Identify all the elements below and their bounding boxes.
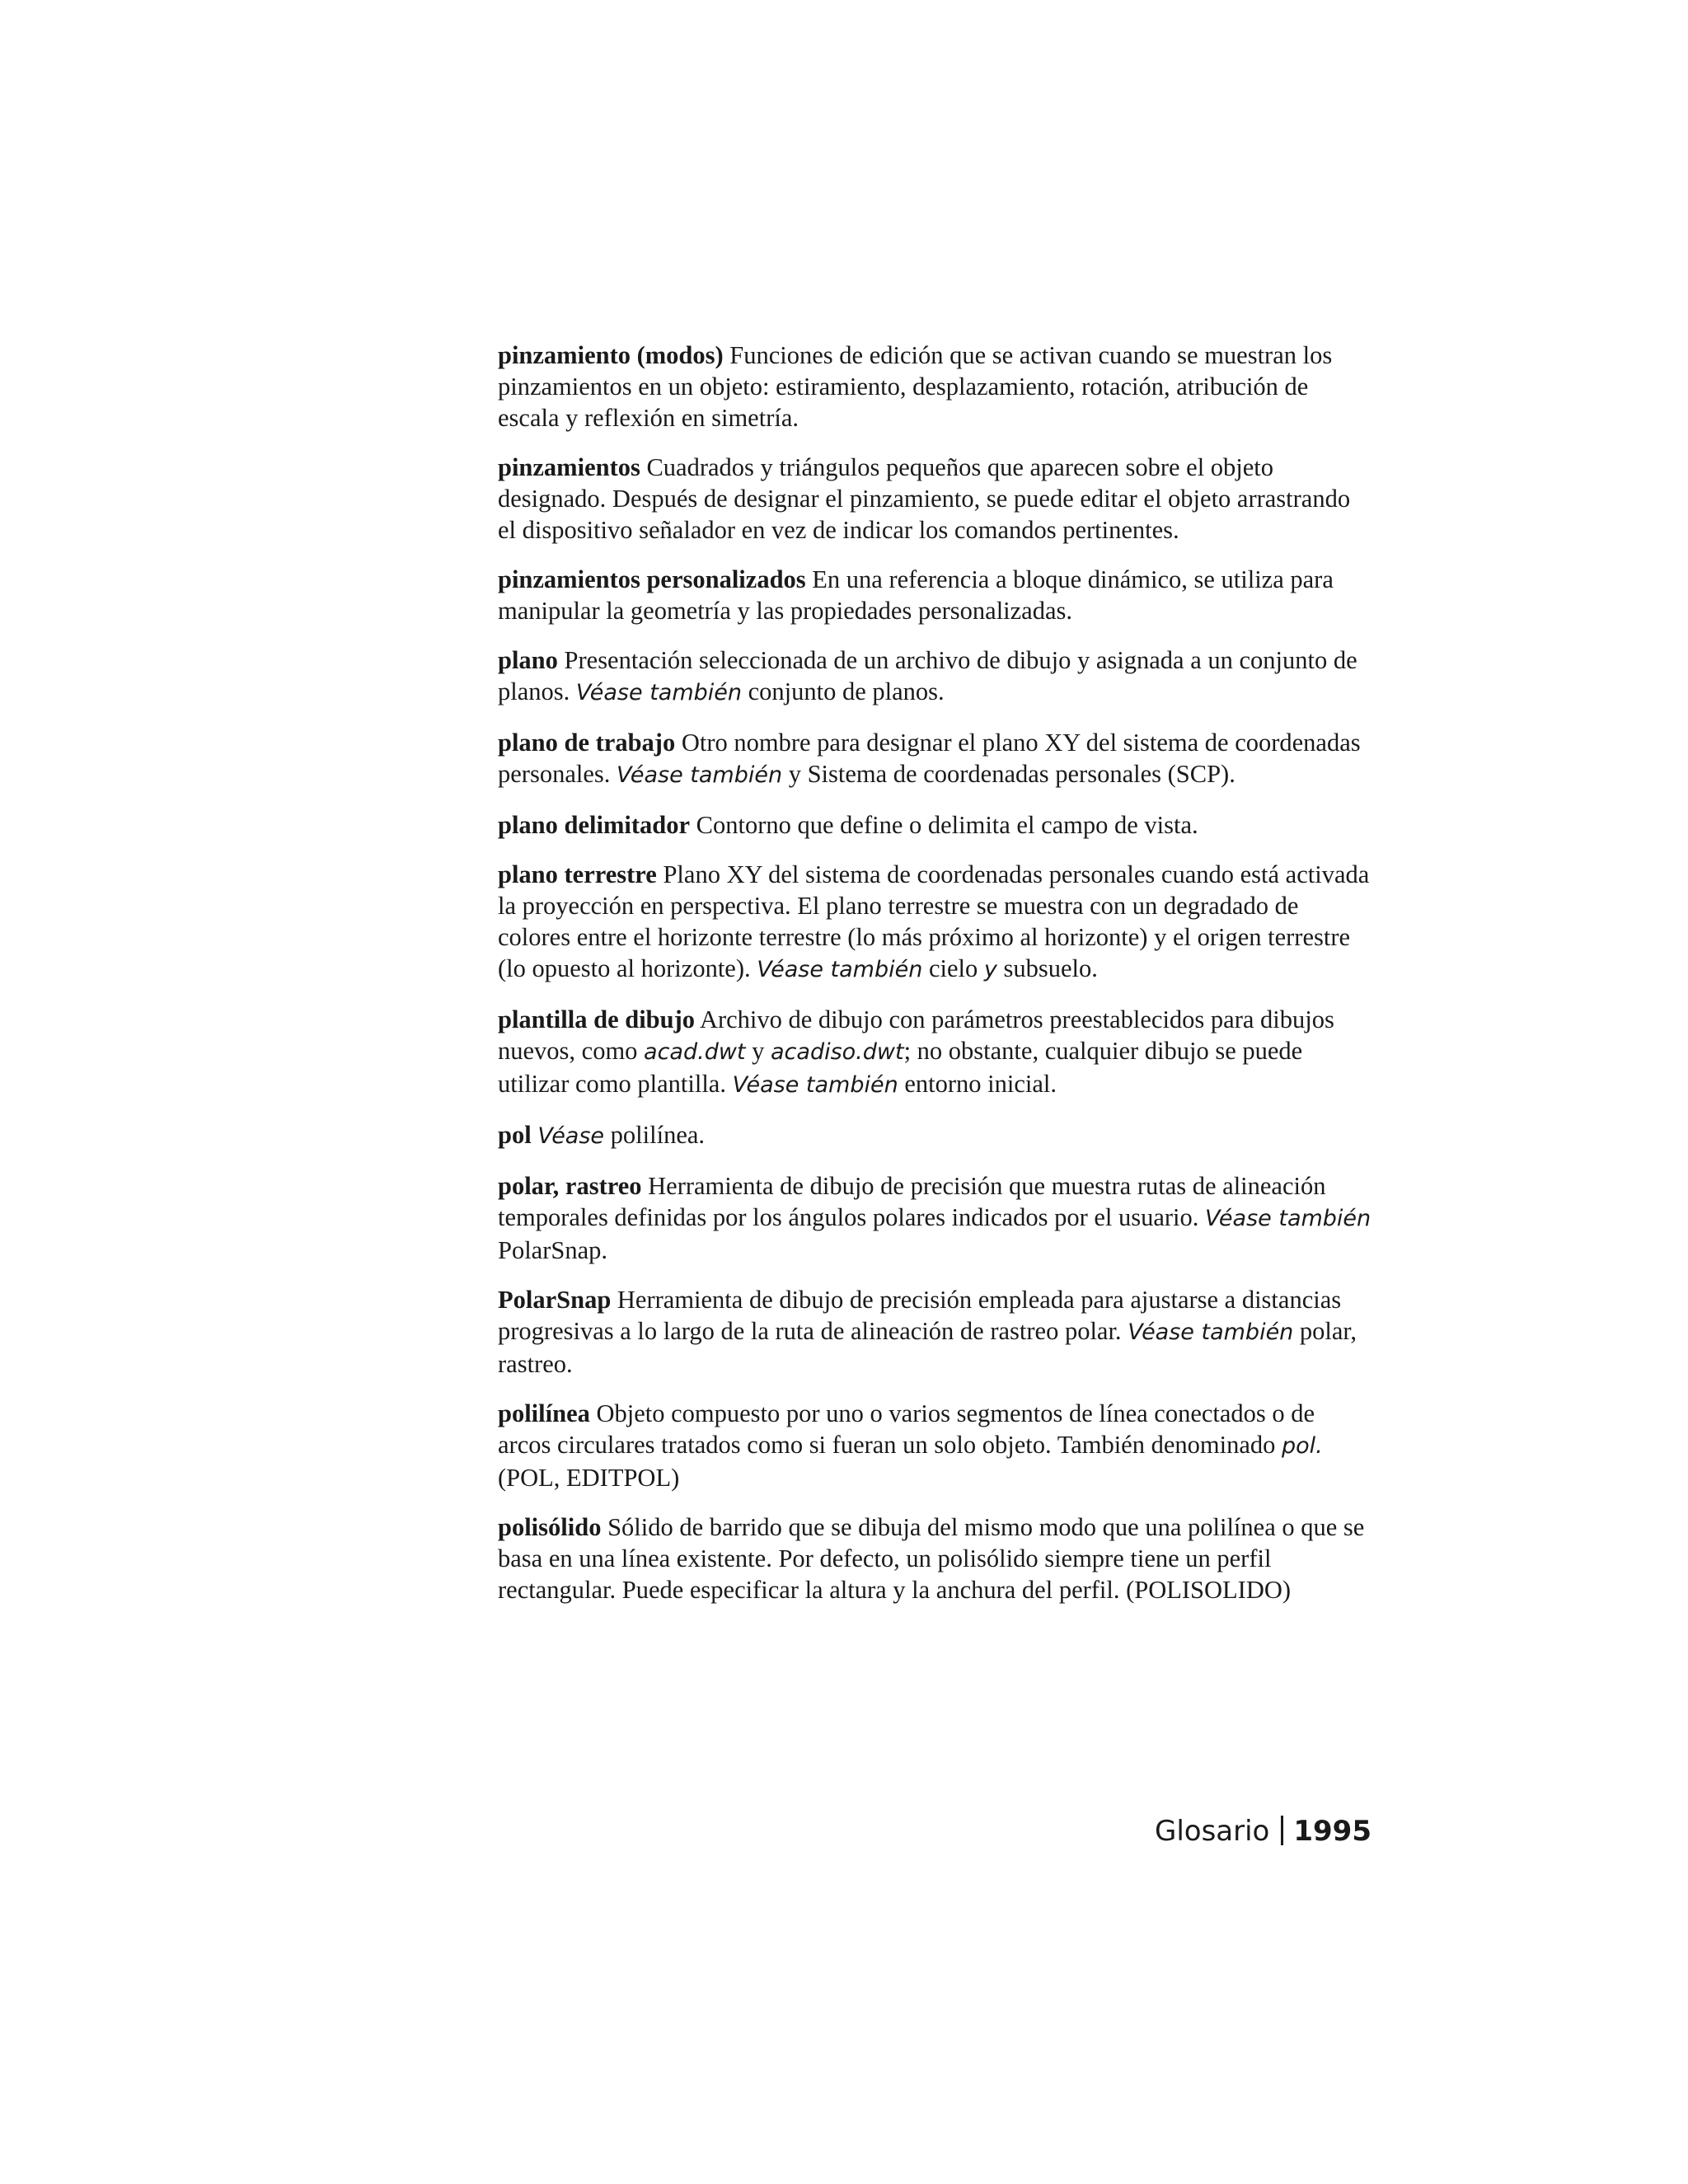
definition-text: Funciones de edición que se activan cuando se muestran los pinzamientos en un objeto: estiramiento, desplazamiento, rotación, atribución de escala y reflexión en simetría. (498, 341, 1333, 432)
definition-text: polar, rastreo. (498, 1317, 1357, 1378)
definition-text: En una referencia a bloque dinámico, se utiliza para manipular la geometría y las propiedades personalizadas. (498, 565, 1334, 625)
glossary-entry (498, 340, 1372, 434)
definition-text: Sólido de barrido que se dibuja del mismo modo que una polilínea o que se basa en una línea existente. Por defecto, un polisólido siempre tiene un perfil rectangular. Puede especificar la altura y la anchura del perfil. (POLISOLIDO) (498, 1513, 1365, 1604)
glossary-entry (498, 809, 1372, 841)
definition-text: Objeto compuesto por uno o varios segmentos de línea conectados o de arcos circulares tratados como si fueran un solo objeto. También denominado (498, 1399, 1315, 1459)
page-footer (1155, 1815, 1372, 1848)
glossary-entry (498, 1004, 1372, 1101)
glossary-term: polilínea (498, 1399, 590, 1427)
glossary-term: plantilla de dibujo (498, 1005, 695, 1033)
definition-text: (POL, EDITPOL) (498, 1464, 680, 1492)
definition-italic-text: y (983, 957, 997, 982)
definition-text: Herramienta de dibujo de precisión empleada para ajustarse a distancias progresivas a lo largo de la ruta de alineación de rastreo polar. (498, 1286, 1342, 1345)
glossary-term: pol (498, 1121, 532, 1149)
glossary-entry (498, 452, 1372, 546)
glossary-term: PolarSnap (498, 1286, 612, 1314)
definition-text: Herramienta de dibujo de precisión que muestra rutas de alineación temporales definidas por los ángulos polares indicados por el usuario. (498, 1172, 1326, 1231)
definition-italic-text: Véase también (1205, 1206, 1372, 1231)
definition-italic-text: acad.dwt (644, 1039, 746, 1065)
glossary-entry (498, 1398, 1372, 1493)
page-number: 1995 (1293, 1815, 1372, 1848)
definition-text: polilínea. (604, 1121, 706, 1149)
definition-text: Otro nombre para designar el plano XY del sistema de coordenadas personales. (498, 729, 1361, 788)
definition-text: cielo (922, 954, 984, 982)
definition-italic-text: Véase (537, 1123, 605, 1149)
glossary-term: plano de trabajo (498, 729, 676, 757)
glossary-term: plano (498, 646, 558, 674)
glossary-term: plano delimitador (498, 811, 691, 839)
definition-text: ; no obstante, cualquier dibujo se puede utilizar como plantilla. (498, 1037, 1303, 1098)
glossary-term: pinzamiento (modos) (498, 341, 724, 369)
glossary-term: pinzamientos personalizados (498, 565, 806, 593)
definition-italic-text: Véase también (616, 762, 783, 788)
glossary-entry (498, 1284, 1372, 1380)
definition-italic-text: Véase también (1128, 1319, 1294, 1345)
glossary-entry (498, 1511, 1372, 1605)
definition-text: Presentación seleccionada de un archivo de dibujo y asignada a un conjunto de planos. (498, 646, 1357, 705)
glossary-entry (498, 727, 1372, 791)
definition-text: y (745, 1037, 771, 1065)
definition-text: Plano XY del sistema de coordenadas personales cuando está activada la proyección en perspectiva. El plano terrestre se muestra con un degradado de colores entre el horizonte terrestre (lo más próximo al horizonte) y el origen terrestre (lo opuesto al horizonte). (498, 860, 1370, 982)
definition-italic-text: acadiso.dwt (771, 1039, 904, 1065)
glossary-term: polar, rastreo (498, 1172, 642, 1200)
definition-italic-text: Véase también (732, 1072, 898, 1098)
definition-text: PolarSnap. (498, 1236, 608, 1264)
glossary-term: polisólido (498, 1513, 602, 1541)
footer-separator (1281, 1816, 1283, 1845)
definition-italic-text: Véase también (757, 957, 923, 982)
definition-text: Contorno que define o delimita el campo de vista. (696, 811, 1198, 839)
glossary-entry (498, 564, 1372, 626)
glossary-term: pinzamientos (498, 453, 640, 481)
definition-text: conjunto de planos. (742, 677, 945, 705)
definition-text: Cuadrados y triángulos pequeños que aparecen sobre el objeto designado. Después de designar el pinzamiento, se puede editar el objeto arrastrando el dispositivo señalador en vez de indicar los comandos pertinentes. (498, 453, 1351, 544)
glossary-term: plano terrestre (498, 860, 657, 888)
footer-section-title: Glosario (1154, 1815, 1270, 1848)
definition-italic-text: Véase también (575, 680, 742, 705)
glossary-entry (498, 1119, 1372, 1152)
definition-text: subsuelo. (996, 954, 1098, 982)
glossary-entry (498, 1170, 1372, 1266)
glossary-entry (498, 644, 1372, 709)
definition-text: Archivo de dibujo con parámetros preestablecidos para dibujos nuevos, como (498, 1005, 1334, 1065)
glossary-content (498, 340, 1372, 1624)
definition-text: entorno inicial. (898, 1070, 1057, 1098)
definition-italic-text: pol. (1282, 1433, 1323, 1459)
glossary-entry (498, 859, 1372, 986)
definition-text: y Sistema de coordenadas personales (SCP). (782, 760, 1236, 788)
